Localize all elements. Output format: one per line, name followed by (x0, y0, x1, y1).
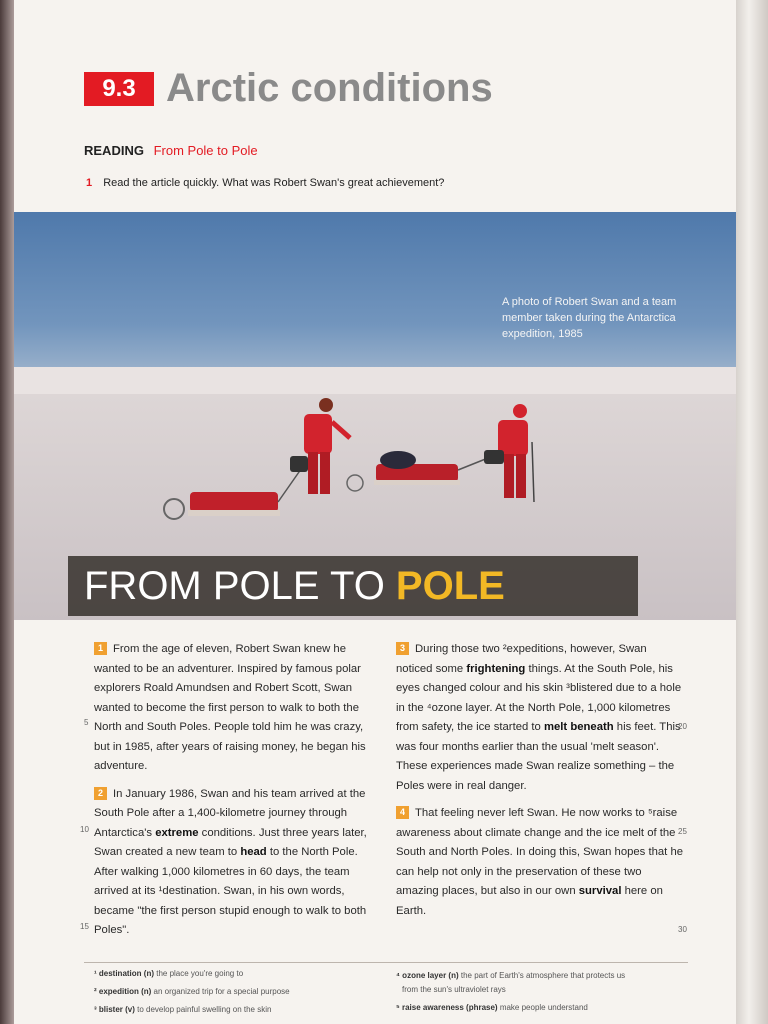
article-title (84, 564, 505, 608)
paragraph-text: In January 1986, Swan and his team arrived at the South Pole after a 1,400-kilometre journey through Antarctica's (94, 787, 366, 839)
line-number: 20 (678, 722, 687, 731)
paragraph-text: to the North Pole. After walking 1,000 kilometres in 60 days, the team arrived at its ¹destination. Swan, in his own words, became "the first person stupid enough to walk to both Poles". (94, 846, 367, 936)
task-number: 1 (86, 177, 93, 189)
paragraph-text: From the age of eleven, Robert Swan knew he wanted to be an adventurer. Inspired by famous polar explorers Roald Amundsen and Robert Scott, Swan wanted to become the first person to walk to both the North and South Poles. People told him he was crazy, but in 1985, after years of raising money, he began his adventure. (94, 643, 366, 772)
facing-page-edge (736, 0, 768, 1024)
reading-subtitle: From Pole to Pole (153, 143, 258, 158)
footnote (94, 986, 290, 998)
footnote-definition: the part of Earth's atmosphere that protects us (458, 971, 626, 980)
unit-number-badge: 9.3 (84, 72, 154, 106)
footnote (94, 968, 243, 980)
article-column-right (396, 640, 686, 929)
paragraph-4 (396, 804, 686, 921)
photo-caption: A photo of Robert Swan and a team member taken during the Antarctica expedition, 1985 (502, 296, 677, 340)
task-instruction (86, 177, 444, 189)
footnote (396, 970, 625, 982)
footnote (94, 1004, 271, 1016)
reading-label: READING (84, 143, 144, 158)
line-number: 10 (80, 825, 89, 834)
article-title-part1: FROM POLE TO (84, 564, 396, 608)
footnote-definition: the place you're going to (154, 969, 244, 978)
footnote-definition: make people understand (497, 1003, 588, 1012)
keyword: extreme (155, 826, 199, 839)
footnote-term: ² expedition (n) (94, 987, 152, 996)
footnote-term: ³ blister (v) (94, 1005, 135, 1014)
keyword: melt beneath (543, 721, 614, 733)
unit-title: Arctic conditions (166, 66, 493, 110)
paragraph-text: That feeling never left Swan. He now works to ⁵raise awareness about climate change and the ice melt of the South and North Poles. In doing this, Swan hopes that he can help not only in the preservation of these two amazing places, but also in our own (396, 807, 684, 897)
footnote-term: ⁴ ozone layer (n) (396, 971, 459, 980)
paragraph-1 (94, 640, 378, 777)
line-number: 30 (678, 925, 687, 934)
paragraph-number: 4 (396, 806, 409, 819)
line-number: 15 (80, 922, 89, 931)
footnote-continuation: from the sun's ultraviolet rays (402, 985, 506, 994)
paragraph-text: things. At the South Pole, his eyes changed colour and his skin ³blistered due to a hole in the ⁴ozone layer. At the North Pole, 1,000 kilometres from safety, the ice started to (396, 662, 682, 733)
paragraph-text: his feet. This was four months earlier than the usual 'melt season'. These experiences made Swan realize something – the Poles were in real danger. (396, 721, 681, 792)
line-number: 25 (678, 827, 687, 836)
task-text: Read the article quickly. What was Robert Swan's great achievement? (103, 177, 445, 189)
paragraph-number: 1 (94, 642, 107, 655)
keyword: survival (578, 885, 622, 897)
line-number: 5 (84, 718, 89, 727)
paragraph-2 (94, 785, 378, 941)
paragraph-number: 2 (94, 787, 107, 800)
article-column-left (94, 640, 378, 949)
footnote-definition: to develop painful swelling on the skin (134, 1005, 272, 1014)
footnote-term: ¹ destination (n) (94, 969, 154, 978)
paragraph-text: conditions. Just three years later, Swan created a new team to (94, 826, 367, 858)
paragraph-3 (396, 640, 686, 796)
article-title-banner (68, 556, 638, 616)
footnote (396, 1002, 588, 1014)
paragraph-number: 3 (396, 642, 409, 655)
footnote-divider (84, 962, 688, 963)
reading-heading (84, 143, 258, 158)
keyword: frightening (466, 662, 526, 675)
paragraph-text: During those two ²expeditions, however, Swan noticed some (396, 643, 647, 675)
footnote-definition: an organized trip for a special purpose (151, 987, 290, 996)
keyword: head (240, 846, 267, 858)
article-title-highlight: POLE (395, 564, 505, 608)
footnote-term: ⁵ raise awareness (phrase) (396, 1003, 498, 1012)
paragraph-text: here on Earth. (396, 885, 663, 917)
